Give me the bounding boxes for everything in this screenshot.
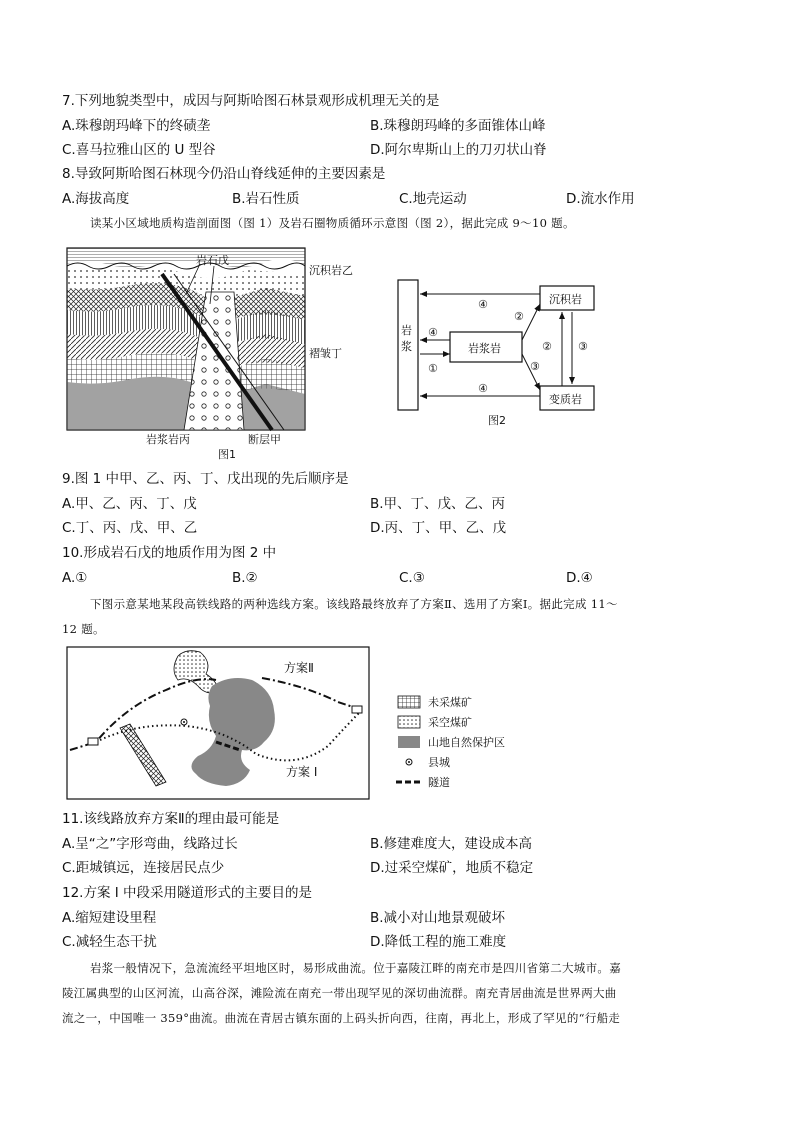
figure-3-route-map	[66, 646, 530, 802]
q12-option-b: B.减小对山地景观破坏	[370, 910, 506, 926]
q7-option-b: B.珠穆朗玛峰的多面锥体山峰	[370, 118, 546, 134]
q7-option-d: D.阿尔卑斯山上的刀刃状山脊	[370, 142, 547, 158]
q12-stem: 12.方案 I 中段采用隧道形式的主要目的是	[62, 885, 313, 901]
intro-11-12-line2: 12 题。	[62, 622, 105, 636]
q10-option-d: D.④	[566, 570, 593, 586]
q7-option-a: A.珠穆朗玛峰下的终碛垄	[62, 118, 211, 134]
arrow-label-mid-lower: ①	[428, 362, 438, 375]
arrow-label-top: ④	[478, 298, 488, 311]
q8-option-d: D.流水作用	[566, 191, 635, 207]
passage-line-3: 流之一，中国唯一 359°曲流。曲流在青居古镇东面的上码头折向西，往南，再北上，形成了罕见的“行船走	[62, 1011, 621, 1025]
q8-option-c: C.地壳运动	[399, 191, 467, 207]
label-igneous-bing: 岩浆岩丙	[146, 433, 190, 446]
q10-option-b: B.②	[232, 570, 258, 586]
intro-9-10: 读某小区域地质构造剖面图（图 1）及岩石圈物质循环示意图（图 2），据此完成 9～10 题。	[90, 216, 575, 230]
q9-option-c: C.丁、丙、戊、甲、乙	[62, 520, 198, 536]
figure-1-cross-section	[66, 244, 316, 464]
arrow-label-sed-to-meta: ③	[578, 340, 588, 353]
q10-stem: 10.形成岩石戊的地质作用为图 2 中	[62, 545, 277, 561]
arrow-label-meta-to-sed: ②	[542, 340, 552, 353]
q9-option-a: A.甲、乙、丙、丁、戊	[62, 496, 197, 512]
q8-option-b: B.岩石性质	[232, 191, 300, 207]
label-rock-wu: 岩石戊	[196, 254, 229, 267]
figure-1-caption: 图1	[218, 448, 236, 461]
figure-2-caption: 图2	[488, 414, 506, 427]
q7-stem: 7.下列地貌类型中，成因与阿斯哈图石林景观形成机理无关的是	[62, 93, 440, 109]
q8-option-a: A.海拔高度	[62, 191, 130, 207]
label-sedimentary-yi-text: 沉积岩乙	[309, 264, 353, 277]
q11-option-b: B.修建难度大，建设成本高	[370, 836, 533, 852]
arrow-label-ig-to-meta: ③	[530, 360, 540, 373]
magma-char-2: 浆	[401, 340, 412, 353]
legend-mined-coal: 采空煤矿	[428, 716, 472, 729]
label-fold-ding-text: 褶皱丁	[309, 347, 342, 360]
intro-11-12-line1: 下图示意某地某段高铁线路的两种选线方案。该线路最终放弃了方案Ⅱ、选用了方案Ⅰ。据此完成 11～	[90, 597, 618, 611]
q10-option-c: C.③	[399, 570, 425, 586]
arrow-label-bottom: ④	[478, 382, 488, 395]
passage-line-2: 陵江属典型的山区河流，山高谷深，滩险流在南充一带出现罕见的深切曲流群。南充青居曲流是世界两大曲	[62, 986, 617, 1000]
legend-unmined-coal: 未采煤矿	[428, 696, 472, 709]
q9-option-b: B.甲、丁、戊、乙、丙	[370, 496, 506, 512]
q11-option-a: A.呈“之”字形弯曲，线路过长	[62, 836, 238, 852]
q8-stem: 8.导致阿斯哈图石林现今仍沿山脊线延伸的主要因素是	[62, 166, 386, 182]
passage-line-1: 岩浆一般情况下，急流流经平坦地区时，易形成曲流。位于嘉陵江畔的南充市是四川省第二大城市。嘉	[90, 961, 621, 975]
q12-option-a: A.缩短建设里程	[62, 910, 157, 926]
label-fault-jia: 断层甲	[248, 433, 281, 446]
arrow-label-mid-upper: ④	[428, 326, 438, 339]
q11-stem: 11.该线路放弃方案Ⅱ的理由最可能是	[62, 811, 280, 827]
q11-option-c: C.距城镇远，连接居民点少	[62, 860, 225, 876]
q12-option-c: C.减轻生态干扰	[62, 934, 157, 950]
arrow-label-ig-to-sed: ②	[514, 310, 524, 323]
q12-option-d: D.降低工程的施工难度	[370, 934, 507, 950]
sedimentary-label: 沉积岩	[549, 293, 582, 306]
metamorphic-label: 变质岩	[549, 393, 582, 406]
label-plan-2: 方案Ⅱ	[284, 661, 314, 675]
label-plan-1: 方案 I	[286, 765, 318, 779]
legend-nature-reserve: 山地自然保护区	[428, 736, 505, 749]
legend-tunnel: 隧道	[428, 776, 450, 789]
q9-stem: 9.图 1 中甲、乙、丙、丁、戊出现的先后顺序是	[62, 471, 349, 487]
legend-county-town: 县城	[428, 756, 450, 769]
igneous-label: 岩浆岩	[468, 342, 501, 355]
magma-char-1: 岩	[401, 324, 412, 337]
q10-option-a: A.①	[62, 570, 88, 586]
q9-option-d: D.丙、丁、甲、乙、戊	[370, 520, 507, 536]
q11-option-d: D.过采空煤矿，地质不稳定	[370, 860, 534, 876]
q7-option-c: C.喜马拉雅山区的 U 型谷	[62, 142, 216, 158]
figure-2-rock-cycle	[392, 274, 628, 434]
